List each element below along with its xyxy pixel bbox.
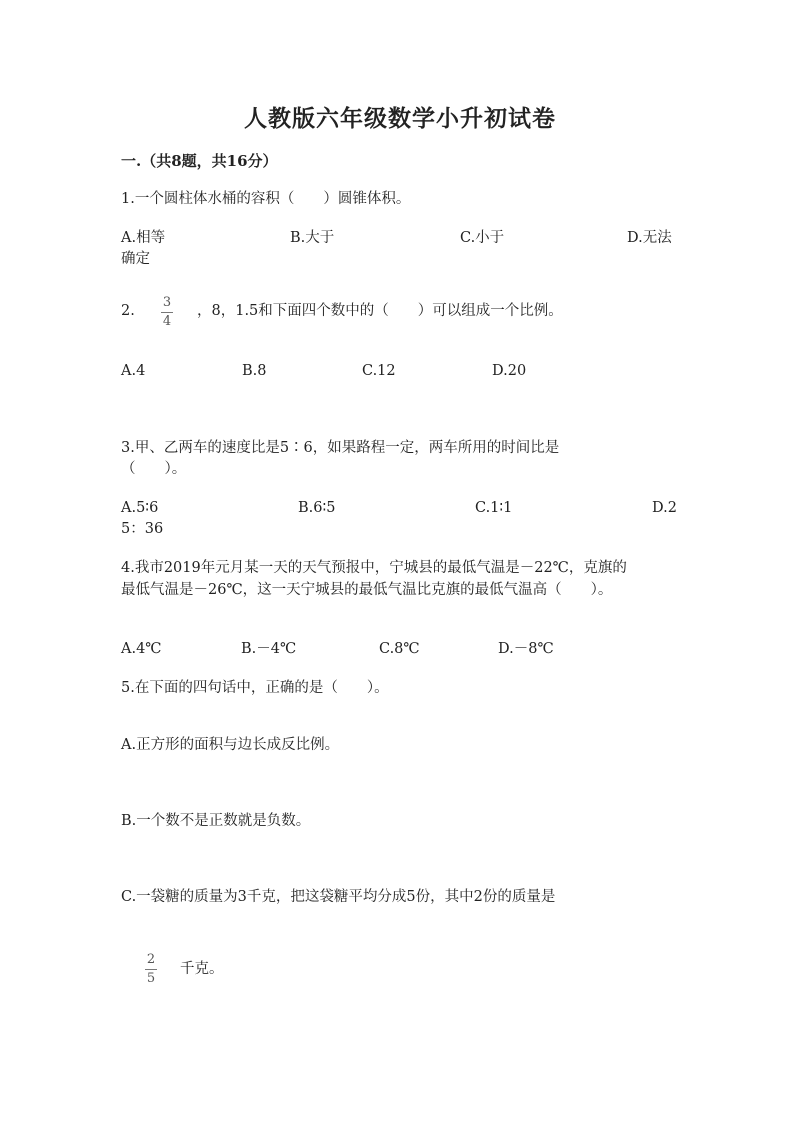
q4-option-b[interactable]: B.－4℃ — [241, 641, 297, 657]
q3-option-b[interactable]: B.6∶5 — [298, 500, 336, 516]
q2-fraction — [160, 296, 174, 329]
q3-option-d-wrap: 5：36 — [121, 521, 164, 537]
q2-option-c[interactable]: C.12 — [362, 363, 396, 379]
section-heading: 一.（共8题，共16分） — [121, 152, 278, 170]
q3-stem-line1: 3.甲、乙两车的速度比是5∶6，如果路程一定，两车所用的时间比是 — [121, 440, 560, 456]
q1-option-b[interactable]: B.大于 — [290, 230, 335, 246]
q2-fraction-denominator: 4 — [162, 314, 172, 329]
q1-option-c[interactable]: C.小于 — [460, 230, 505, 246]
q5-fraction-denominator: 5 — [146, 971, 156, 986]
q5-fraction — [144, 953, 158, 986]
q1-option-d[interactable]: D.无法 — [627, 230, 672, 246]
q5-option-b[interactable]: B.一个数不是正数就是负数。 — [121, 813, 311, 829]
q1-option-d-wrap: 确定 — [121, 251, 150, 267]
page-title: 人教版六年级数学小升初试卷 — [244, 105, 556, 132]
q3-option-c[interactable]: C.1∶1 — [475, 500, 513, 516]
q4-stem-line1: 4.我市2019年元月某一天的天气预报中，宁城县的最低气温是－22℃，克旗的 — [121, 560, 627, 576]
q2-stem: ，8，1.5和下面四个数中的（ ）可以组成一个比例。 — [197, 303, 563, 319]
q4-option-c[interactable]: C.8℃ — [379, 641, 420, 657]
q4-stem-line2: 最低气温是－26℃，这一天宁城县的最低气温比克旗的最低气温高（ ）。 — [121, 582, 613, 598]
q5-fraction-numerator: 2 — [146, 952, 156, 967]
q2-fraction-bar — [161, 312, 173, 313]
q2-option-a[interactable]: A.4 — [121, 363, 146, 379]
q4-option-a[interactable]: A.4℃ — [121, 641, 162, 657]
q3-option-a[interactable]: A.5∶6 — [121, 500, 159, 516]
q1-stem: 1.一个圆柱体水桶的容积（ ）圆锥体积。 — [121, 191, 411, 207]
q5-stem: 5.在下面的四句话中，正确的是（ ）。 — [121, 680, 389, 696]
q5-option-c[interactable]: C.一袋糖的质量为3千克，把这袋糖平均分成5份，其中2份的质量是 — [121, 889, 556, 905]
q5-fraction-bar — [145, 969, 157, 970]
q2-option-b[interactable]: B.8 — [242, 363, 267, 379]
q4-option-d[interactable]: D.－8℃ — [498, 641, 554, 657]
q2-fraction-numerator: 3 — [162, 295, 172, 310]
q5-option-a[interactable]: A.正方形的面积与边长成反比例。 — [121, 737, 340, 753]
q1-option-a[interactable]: A.相等 — [121, 230, 166, 246]
q3-stem-line2: （ ）。 — [121, 461, 187, 477]
q5-option-c-tail: 千克。 — [180, 961, 224, 977]
q2-option-d[interactable]: D.20 — [492, 363, 527, 379]
q3-option-d[interactable]: D.2 — [652, 500, 677, 516]
q2-number: 2. — [121, 303, 135, 319]
